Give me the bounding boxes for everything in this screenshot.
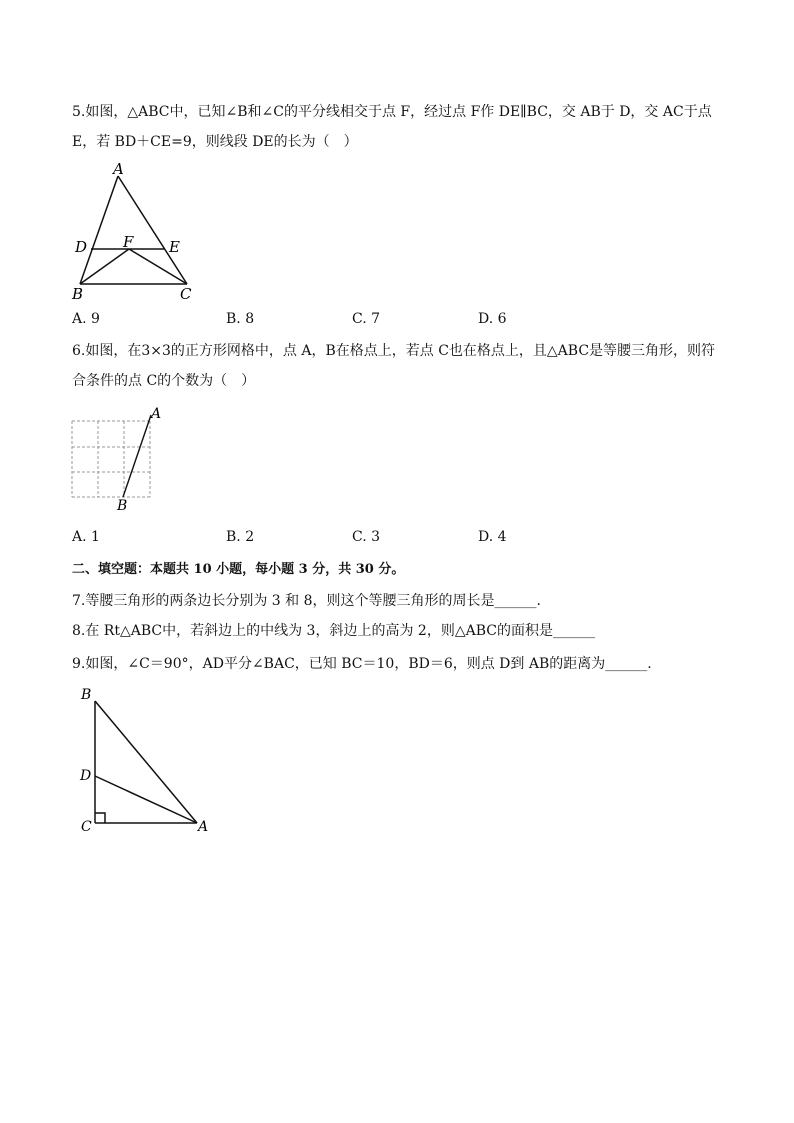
q6-grid-figure: [66, 402, 166, 514]
label-a: A: [113, 160, 124, 178]
label-d: D: [75, 238, 88, 256]
q9-right-triangle-figure: [76, 682, 216, 837]
label-b: B: [81, 687, 92, 703]
label-a: A: [151, 406, 162, 422]
q5-text-line2: E，若 BD＋CE=9，则线段 DE的长为（ ）: [72, 134, 358, 150]
q7-text: 7.等腰三角形的两条边长分别为 3 和 8，则这个等腰三角形的周长是______.: [72, 593, 541, 609]
segment-ba: [95, 701, 197, 823]
q6-choice-d[interactable]: D. 4: [478, 529, 507, 545]
q8-text: 8.在 Rt△ABC中，若斜边上的中线为 3，斜边上的高为 2，则△ABC的面积是______: [72, 623, 595, 639]
q6-text-line2: 合条件的点 C的个数为（ ）: [72, 373, 256, 389]
q6-choice-c[interactable]: C. 3: [352, 529, 381, 545]
label-b: B: [117, 498, 128, 514]
q6-choice-b[interactable]: B. 2: [226, 529, 255, 545]
q6-text-line1: 6.如图，在3×3的正方形网格中，点 A，B在格点上，若点 C也在格点上，且△ABC是等腰三角形，则符: [72, 343, 716, 359]
segment-bf: [80, 249, 129, 284]
q5-choices: [72, 311, 722, 331]
label-b: B: [72, 285, 84, 303]
q5-triangle-figure: [70, 160, 200, 305]
right-angle-mark: [95, 813, 105, 823]
segment-ab: [123, 415, 151, 497]
grid-3x3: [72, 421, 150, 497]
label-f: F: [123, 233, 134, 251]
label-c: C: [81, 819, 92, 835]
segment-ac: [118, 176, 187, 284]
label-c: C: [180, 285, 192, 303]
q6-choices: [72, 529, 722, 549]
segment-ab: [80, 176, 118, 284]
label-e: E: [169, 238, 180, 256]
label-a: A: [198, 819, 209, 835]
q5-choice-a[interactable]: A. 9: [72, 311, 100, 327]
q5-text-line1: 5.如图，△ABC中，已知∠B和∠C的平分线相交于点 F，经过点 F作 DE∥BC，交 AB于 D，交 AC于点: [72, 104, 712, 120]
q5-choice-b[interactable]: B. 8: [226, 311, 255, 327]
q5-choice-d[interactable]: D. 6: [478, 311, 507, 327]
q9-text: 9.如图，∠C＝90°，AD平分∠BAC，已知 BC＝10，BD＝6，则点 D到 AB的距离为______.: [72, 656, 652, 672]
section-2-heading: 二、填空题：本题共 10 小题，每小题 3 分，共 30 分。: [72, 562, 405, 577]
q6-choice-a[interactable]: A. 1: [72, 529, 100, 545]
segment-da: [95, 776, 197, 823]
q5-choice-c[interactable]: C. 7: [352, 311, 381, 327]
label-d: D: [80, 768, 92, 784]
